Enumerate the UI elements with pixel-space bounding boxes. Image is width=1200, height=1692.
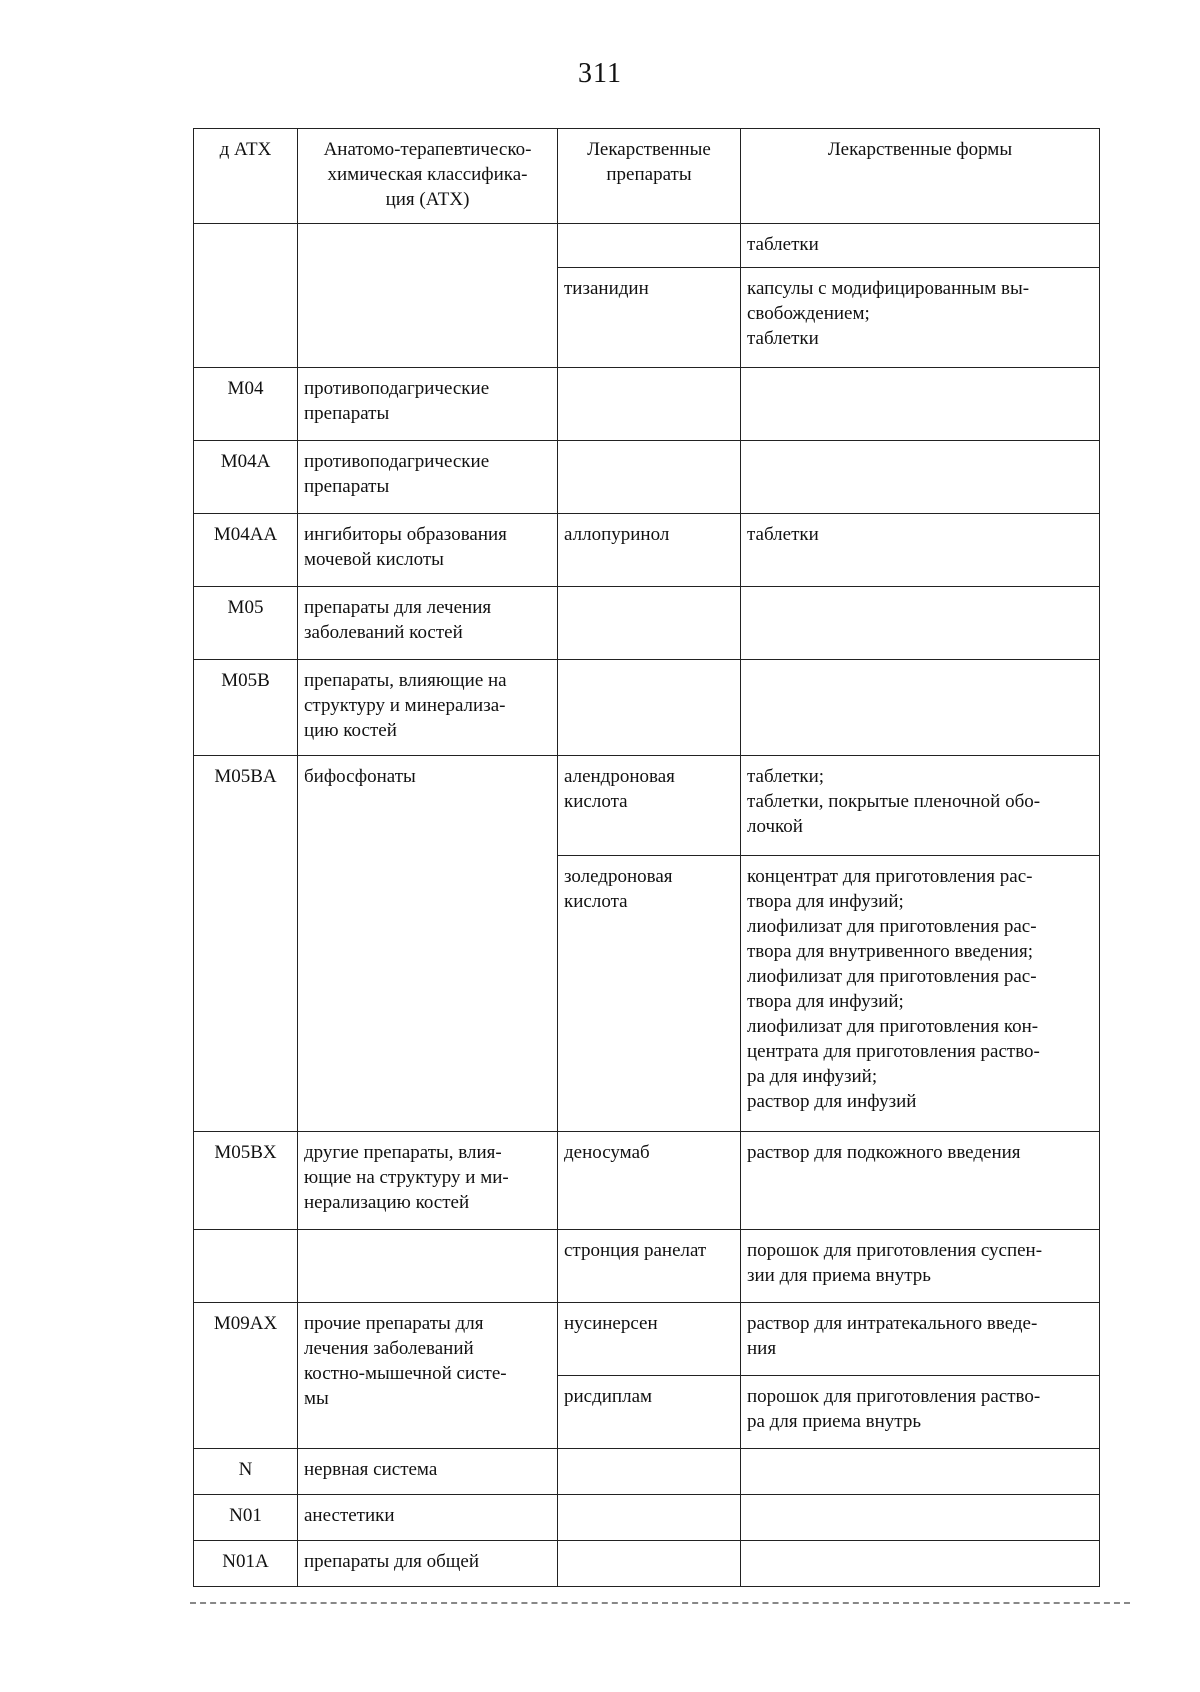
table-row — [194, 224, 1100, 268]
cell-forms: раствор для подкожного введения — [741, 1132, 1100, 1230]
header-atx-code: д АТХ — [194, 129, 298, 224]
header-drugs: Лекарственные препараты — [558, 129, 741, 224]
cell-forms — [741, 368, 1100, 441]
cell-drug — [558, 368, 741, 441]
page-number: 311 — [578, 58, 622, 89]
table-row — [194, 514, 1100, 587]
table-row — [194, 756, 1100, 856]
cell-atx: противоподагрические препараты — [298, 441, 558, 514]
cell-drug: деносумаб — [558, 1132, 741, 1230]
header-dosage-forms: Лекарственные формы — [741, 129, 1100, 224]
cell-atx: прочие препараты для лечения заболеваний костно-мышечной систе- мы — [298, 1303, 558, 1449]
cell-drug — [558, 1541, 741, 1587]
page-bottom-dashed-line — [190, 1602, 1130, 1604]
table-row — [194, 1449, 1100, 1495]
cell-atx: другие препараты, влия- ющие на структуру и ми- нерализацию костей — [298, 1132, 558, 1230]
table-row — [194, 1230, 1100, 1303]
table-row — [194, 1132, 1100, 1230]
cell-drug: золедроновая кислота — [558, 856, 741, 1132]
cell-forms — [741, 587, 1100, 660]
cell-atx: противоподагрические препараты — [298, 368, 558, 441]
cell-code — [194, 224, 298, 368]
table-row — [194, 1495, 1100, 1541]
cell-forms: концентрат для приготовления рас- твора для инфузий; лиофилизат для приготовления рас- твора для внутривенного введения; лиофилизат для приготовления рас- твора для инфузий; лиофилизат для приготовления кон- центрата для приготовления раство- ра для инфузий; раствор для инфузий — [741, 856, 1100, 1132]
cell-drug — [558, 441, 741, 514]
cell-forms: раствор для интратекального введе- ния — [741, 1303, 1100, 1376]
cell-drug: тизанидин — [558, 268, 741, 368]
cell-code — [194, 1230, 298, 1303]
cell-drug: аллопуринол — [558, 514, 741, 587]
cell-atx: ингибиторы образования мочевой кислоты — [298, 514, 558, 587]
cell-code: M05B — [194, 660, 298, 756]
cell-drug — [558, 1449, 741, 1495]
cell-forms: таблетки — [741, 224, 1100, 268]
header-atx-classification: Анатомо-терапевтическо- химическая классифика- ция (АТХ) — [298, 129, 558, 224]
cell-atx — [298, 1230, 558, 1303]
cell-drug — [558, 1495, 741, 1541]
cell-drug — [558, 587, 741, 660]
cell-forms: таблетки; таблетки, покрытые пленочной обо- лочкой — [741, 756, 1100, 856]
cell-drug: алендроновая кислота — [558, 756, 741, 856]
cell-code: M04A — [194, 441, 298, 514]
cell-forms — [741, 660, 1100, 756]
cell-atx: нервная система — [298, 1449, 558, 1495]
cell-code: M09AX — [194, 1303, 298, 1449]
cell-forms — [741, 441, 1100, 514]
cell-atx: препараты для общей — [298, 1541, 558, 1587]
cell-code: M04 — [194, 368, 298, 441]
table-row — [194, 1303, 1100, 1376]
cell-drug — [558, 660, 741, 756]
cell-atx: анестетики — [298, 1495, 558, 1541]
cell-code: N01 — [194, 1495, 298, 1541]
cell-forms: порошок для приготовления раство- ра для приема внутрь — [741, 1376, 1100, 1449]
atx-table — [193, 128, 1100, 1587]
table-row — [194, 1541, 1100, 1587]
cell-drug: нусинерсен — [558, 1303, 741, 1376]
cell-atx: препараты, влияющие на структуру и минерализа- цию костей — [298, 660, 558, 756]
cell-code: M05BA — [194, 756, 298, 1132]
cell-code: M05BX — [194, 1132, 298, 1230]
cell-drug: стронция ранелат — [558, 1230, 741, 1303]
cell-code: M05 — [194, 587, 298, 660]
cell-drug: рисдиплам — [558, 1376, 741, 1449]
cell-atx: бифосфонаты — [298, 756, 558, 1132]
table-row — [194, 660, 1100, 756]
cell-forms — [741, 1541, 1100, 1587]
cell-code: N — [194, 1449, 298, 1495]
cell-forms: таблетки — [741, 514, 1100, 587]
cell-code: N01A — [194, 1541, 298, 1587]
cell-code: M04AA — [194, 514, 298, 587]
cell-forms: капсулы с модифицированным вы- свобождением; таблетки — [741, 268, 1100, 368]
cell-atx: препараты для лечения заболеваний костей — [298, 587, 558, 660]
table-row — [194, 441, 1100, 514]
cell-drug — [558, 224, 741, 268]
table-row — [194, 368, 1100, 441]
cell-forms — [741, 1495, 1100, 1541]
cell-atx — [298, 224, 558, 368]
cell-forms: порошок для приготовления суспен- зии для приема внутрь — [741, 1230, 1100, 1303]
table-row — [194, 587, 1100, 660]
cell-forms — [741, 1449, 1100, 1495]
table-header-row — [194, 129, 1100, 224]
